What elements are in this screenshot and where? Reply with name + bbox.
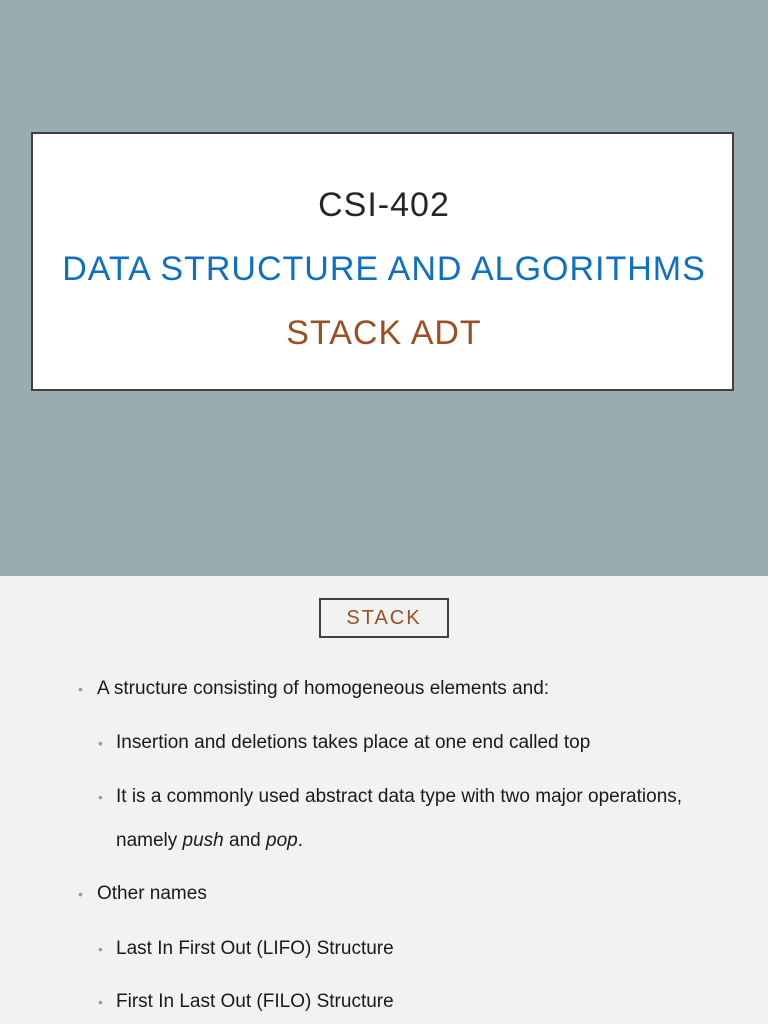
text-segment: namely <box>116 830 183 851</box>
bullet-item: A structure consisting of homogeneous elements and: <box>97 678 550 699</box>
bullet-dot-icon: • <box>78 681 83 697</box>
bullet-dot-icon: • <box>98 994 103 1010</box>
section-heading-box <box>319 598 449 638</box>
bullet-dot-icon: • <box>78 886 83 902</box>
sub-bullet-item: Last In First Out (LIFO) Structure <box>116 938 394 959</box>
push-term: push <box>182 830 224 851</box>
topic-title: STACK ADT <box>286 314 482 352</box>
course-code: CSI-402 <box>318 186 450 224</box>
pop-term: pop <box>266 830 298 851</box>
text-segment: and <box>223 830 266 851</box>
course-name: DATA STRUCTURE AND ALGORITHMS <box>62 250 706 288</box>
bullet-dot-icon: • <box>98 789 103 805</box>
text-segment: . <box>297 830 303 851</box>
sub-bullet-item: It is a commonly used abstract data type with two major operations, <box>116 786 683 807</box>
bullet-dot-icon: • <box>98 941 103 957</box>
bullet-item: Other names <box>97 883 207 904</box>
section-heading: STACK <box>346 606 422 629</box>
sub-bullet-item: First In Last Out (FILO) Structure <box>116 991 394 1012</box>
sub-bullet-item: Insertion and deletions takes place at one end called top <box>116 732 591 753</box>
bullet-dot-icon: • <box>98 735 103 751</box>
sub-bullet-item-continuation <box>116 828 303 854</box>
